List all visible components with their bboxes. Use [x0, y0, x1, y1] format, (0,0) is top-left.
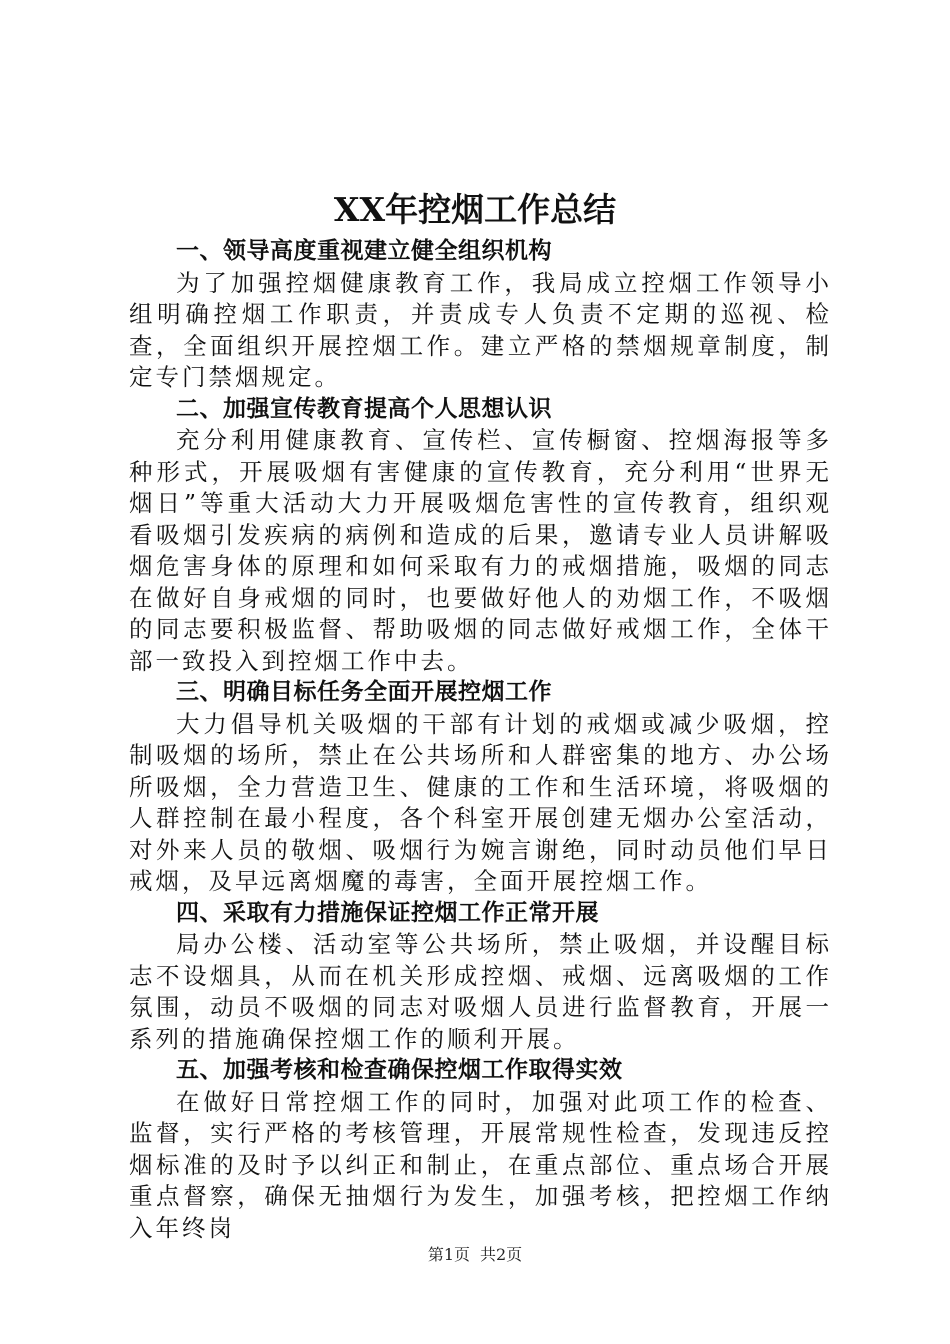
page-number: 第1页 — [427, 1245, 470, 1264]
section-paragraph: 充分利用健康教育、宣传栏、宣传橱窗、控烟海报等多种形式，开展吸烟有害健康的宣传教育，充分利用“世界无烟日”等重大活动大力开展吸烟危害性的宣传教育，组织观看吸烟引发疾病的病例和造成的后果，邀请专业人员讲解吸烟危害身体的原理和如何采取有力的戒烟措施，吸烟的同志在做好自身戒烟的同时，也要做好他人的劝烟工作，不吸烟的同志要积极监督、帮助吸烟的同志做好戒烟工作，全体干部一致投入到控烟工作中去。 — [129, 426, 832, 675]
section-5 — [129, 1055, 832, 1244]
section-heading: 四、采取有力措施保证控烟工作正常开展 — [176, 899, 599, 926]
page-total: 共2页 — [480, 1245, 523, 1264]
section-heading: 一、领导高度重视建立健全组织机构 — [176, 238, 552, 264]
section-3 — [129, 677, 832, 898]
page-footer — [0, 1242, 950, 1265]
section-heading: 三、明确目标任务全面开展控烟工作 — [176, 679, 552, 705]
section-4 — [129, 898, 832, 1056]
section-heading: 五、加强考核和检查确保控烟工作取得实效 — [176, 1057, 623, 1083]
section-paragraph: 在做好日常控烟工作的同时，加强对此项工作的检查、监督，实行严格的考核管理，开展常规性检查，发现违反控烟标准的及时予以纠正和制止，在重点部位、重点场合开展重点督察，确保无抽烟行为发生，加强考核，把控烟工作纳入年终岗 — [129, 1087, 832, 1242]
section-paragraph: 局办公楼、活动室等公共场所，禁止吸烟，并设醒目标志不设烟具，从而在机关形成控烟、戒烟、远离吸烟的工作氛围，动员不吸烟的同志对吸烟人员进行监督教育，开展一系列的措施确保控烟工作的顺利开展。 — [129, 930, 832, 1053]
section-paragraph: 大力倡导机关吸烟的干部有计划的戒烟或减少吸烟，控制吸烟的场所，禁止在公共场所和人群密集的地方、办公场所吸烟，全力营造卫生、健康的工作和生活环境，将吸烟的人群控制在最小程度，各个科室开展创建无烟办公室活动，对外来人员的敬烟、吸烟行为婉言谢绝，同时动员他们早日戒烟，及早远离烟魔的毒害，全面开展控烟工作。 — [129, 709, 832, 895]
section-paragraph: 为了加强控烟健康教育工作，我局成立控烟工作领导小组明确控烟工作职责，并责成专人负责不定期的巡视、检查，全面组织开展控烟工作。建立严格的禁烟规章制度，制定专门禁烟规定。 — [129, 268, 832, 391]
document-title: XX年控烟工作总结 — [333, 190, 617, 229]
section-2 — [129, 394, 832, 678]
section-heading: 二、加强宣传教育提高个人思想认识 — [176, 395, 552, 422]
document-body — [129, 236, 832, 1244]
section-1 — [129, 236, 832, 394]
